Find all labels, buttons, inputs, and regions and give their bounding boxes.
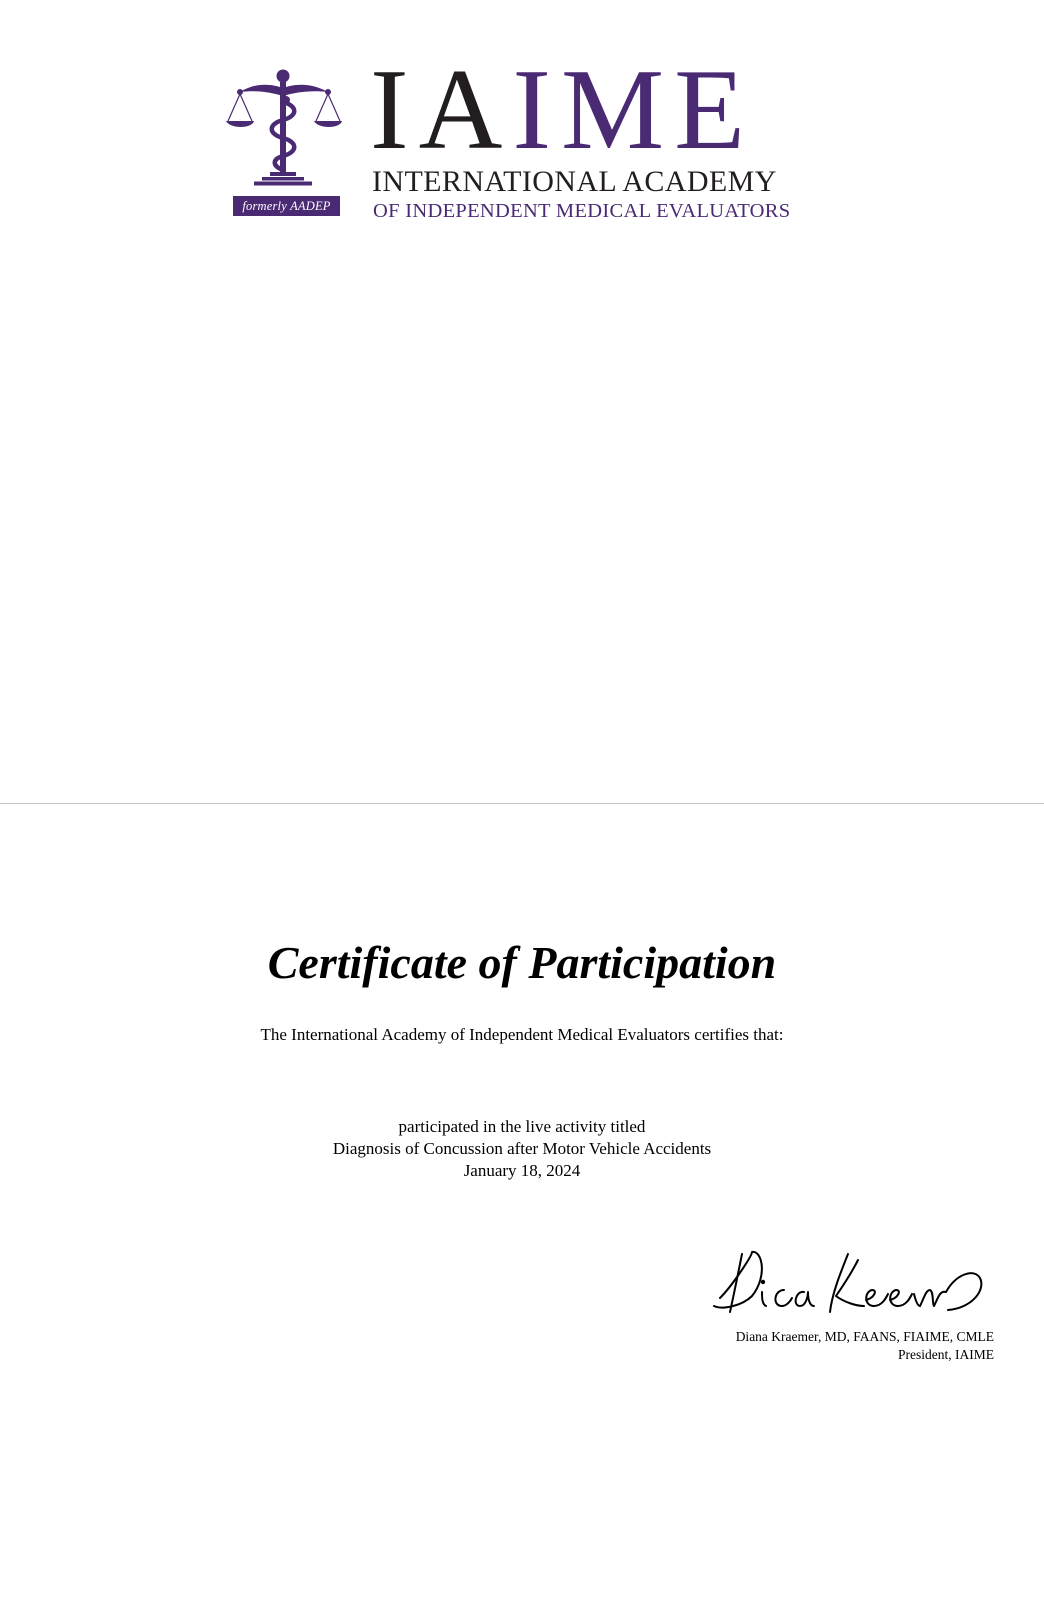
certificate-intro: The International Academy of Independent Medical Evaluators certifies that: bbox=[260, 1025, 784, 1044]
signatory-role: President, IAIME bbox=[898, 1347, 994, 1362]
activity-title: Diagnosis of Concussion after Motor Vehicle Accidents bbox=[332, 1139, 712, 1158]
logo-line-1: INTERNATIONAL ACADEMY bbox=[372, 165, 777, 198]
former-name-badge: formerly AADEP bbox=[233, 196, 340, 216]
signatory-name: Diana Kraemer, MD, FAANS, FIAIME, CMLE bbox=[735, 1329, 994, 1344]
signatory-block bbox=[736, 1328, 994, 1364]
page-1 bbox=[0, 0, 1044, 803]
page-2 bbox=[0, 804, 1044, 1608]
logo-acronym-purple: IME bbox=[512, 46, 756, 174]
iaime-logo bbox=[226, 46, 816, 226]
handwritten-signature bbox=[712, 1246, 992, 1322]
certificate-body bbox=[0, 1116, 1044, 1182]
activity-date: January 18, 2024 bbox=[463, 1161, 581, 1180]
logo-acronym-dark: IA bbox=[370, 46, 513, 174]
participation-line: participated in the live activity titled bbox=[398, 1117, 646, 1136]
scales-caduceus-icon bbox=[226, 66, 344, 192]
certificate-title: Certificate of Participation bbox=[267, 937, 777, 988]
logo-acronym bbox=[370, 46, 756, 174]
logo-line-2: OF INDEPENDENT MEDICAL EVALUATORS bbox=[373, 200, 791, 222]
